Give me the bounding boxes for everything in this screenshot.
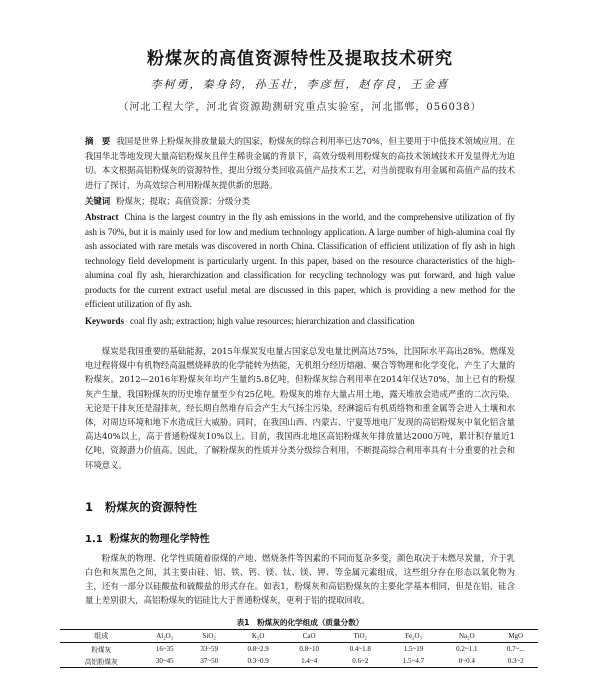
table-header-cell: Fe₂O₃ bbox=[387, 630, 440, 643]
table-cell: 37~50 bbox=[187, 655, 232, 668]
keywords-zh-label: 关键词 bbox=[85, 196, 111, 206]
section-1-1-heading bbox=[85, 530, 210, 545]
table-cell: 0.2~1.1 bbox=[456, 645, 478, 653]
abstract-zh-text: 我国是世界上粉煤灰排放量最大的国家，粉煤灰的综合利用率已达70%，但主要用于中低技术领域应用。在我国华北等地发现大量高铝粉煤灰且伴生稀贵金属的背景下，高效分级利用粉煤灰的高技术领域技术开发显得尤为迫切。本文根据高铝粉煤灰的资源特性，提出分级分类回收高值产品技术工艺，对当前提取有用金属和高值产品的技术进行了探讨，为高效综合利用粉煤灰提供新的思路。 bbox=[85, 136, 515, 190]
table-cell: 33~59 bbox=[200, 645, 219, 653]
table-cell: 1.5~19 bbox=[403, 645, 424, 653]
table-header-cell: Na₂O bbox=[440, 630, 493, 643]
section-1-1-paragraph: 粉煤灰的物理、化学性质随着原煤的产地、燃烧条件等因素的不同而复杂多变，颜色取决于未燃尽炭量，介于乳白色和灰黑色之间，其主要由硅、铝、铁、钙、镁、钛、镁、钾、等金属元素组成，这些组分存在形态以氧化物为主，还有一部分以硅酸盐和硫酸盐的形式存在。如表1，粉煤灰和高铝粉煤灰的主要化学基本相同，但是在铝、硅含量上差别很大，高铝粉煤灰的铝硅比大于普通粉煤灰，更利于铝的提取回收。 bbox=[85, 553, 515, 605]
table-cell: 粉煤灰 bbox=[91, 646, 112, 654]
table-header-cell: MgO bbox=[493, 630, 538, 643]
table-cell: 高铝粉煤灰 bbox=[60, 655, 142, 668]
section-1-1-number: 1.1 bbox=[85, 534, 103, 545]
table-cell: 0.8~10 bbox=[299, 645, 319, 653]
keywords-zh-text: 粉煤灰；提取；高值资源；分级分类 bbox=[116, 196, 251, 206]
table-1-caption: 表1 粉煤灰的化学组成（质量分数） bbox=[236, 618, 364, 627]
paper-title: 粉煤灰的高值资源特性及提取技术研究 bbox=[147, 49, 453, 69]
table-cell: 30~45 bbox=[142, 655, 187, 668]
section-1-heading bbox=[85, 499, 197, 515]
table-cell: 16~35 bbox=[155, 645, 174, 653]
table-row bbox=[60, 655, 538, 668]
abstract-en-text: China is the largest country in the fly ash emissions in the world, and the comprehensive utilization of fly ash is 70%, but it is mainly used for low and medium technology application. A large number of high-alumina coal fly ash associated with rare metals was discovered in north China. Classification of efficient utilization of fly ash in high technology field development is particularly urgent. In this paper, based on the resource characteristics of the high-alumina coal fly ash, hierarchization and classification for recycling technology was put forward, and high value products for the current extract useful metal are discussed in this paper, which is providing a new method for the efficient utilization of fly ash. bbox=[85, 212, 515, 309]
table-cell: 0.8~2.9 bbox=[247, 645, 269, 653]
author-list: 李柯勇，秦身钧，孙玉壮，李彦恒，赵存良，王金喜 bbox=[150, 78, 450, 91]
introduction-paragraph: 煤炭是我国重要的基础能源，2015年煤炭发电量占国家总发电量比例高达75%，比国际水平高出28%。燃煤发电过程将煤中有机物经高温燃烧释放的化学能转为热能，无机组分经历熔融、聚合等物理和化学变化，产生了大量的粉煤灰。2012—2016年粉煤灰年均产生量约5.8亿吨，但粉煤灰综合利用率在2014年仅达70%，加上已有的粉煤灰产生量，我国粉煤灰的历史堆存量至少有25亿吨。粉煤灰的堆存大量占用土地，露天堆放会造成严重的二次污染，无论是干排灰还是湿排灰，经长期自然堆存后会产生大气扬尘污染，经淋滤后有机质络物和重金属等会进入土壤和水体，对周边环境和地下水造成巨大威胁。同时，在我国山西、内蒙古、宁夏等地电厂发现的高铝粉煤灰中氧化铝含量高达40%以上，高于普通粉煤灰10%以上。目前，我国西北地区高铝粉煤灰年排放量达2000万吨，累计积存量近1亿吨，资源潜力价值高。因此，了解粉煤灰的性质并分类分级综合利用，不断提高综合利用率具有十分重要的社会和环境意义。 bbox=[85, 346, 515, 470]
table-cell: 0~0.4 bbox=[440, 655, 493, 668]
keywords-zh bbox=[85, 194, 515, 208]
table-cell: 0.3~2 bbox=[493, 655, 538, 668]
section-1-number: 1 bbox=[85, 500, 94, 514]
table-cell: 0.3~0.9 bbox=[231, 655, 284, 668]
table-cell: 1.5~4.7 bbox=[387, 655, 440, 668]
affiliation: （河北工程大学，河北省资源勘测研究重点实验室，河北邯郸，056038） bbox=[118, 102, 482, 113]
keywords-en-label: Keywords bbox=[85, 316, 124, 326]
abstract-zh-label: 摘 要 bbox=[85, 136, 111, 146]
table-1 bbox=[60, 629, 538, 668]
table-header-cell: K₂O bbox=[231, 630, 284, 643]
table-header-row bbox=[60, 630, 538, 643]
section-1-1-title: 粉煤灰的物理化学特性 bbox=[109, 534, 210, 545]
keywords-en bbox=[85, 314, 515, 328]
keywords-en-text: coal fly ash; extraction; high value resources; hierarchization and classification bbox=[130, 316, 415, 326]
table-header-cell: Al₂O₃ bbox=[142, 630, 187, 643]
table-header-cell: SiO₂ bbox=[187, 630, 232, 643]
table-cell: 0.6~2 bbox=[334, 655, 387, 668]
abstract-en-label: Abstract bbox=[85, 212, 119, 222]
section-1-title: 粉煤灰的资源特性 bbox=[105, 500, 198, 514]
abstract-en bbox=[85, 210, 515, 312]
table-header-cell: CaO bbox=[285, 630, 334, 643]
table-header-cell: TiO₂ bbox=[334, 630, 387, 643]
table-cell: 0.4~1.8 bbox=[349, 645, 371, 653]
abstract-zh bbox=[85, 134, 515, 192]
table-header-cell: 组成 bbox=[60, 630, 142, 643]
table-cell: 1.4~4 bbox=[285, 655, 334, 668]
table-row bbox=[60, 643, 538, 656]
table-cell: 0.7~... bbox=[506, 645, 525, 653]
